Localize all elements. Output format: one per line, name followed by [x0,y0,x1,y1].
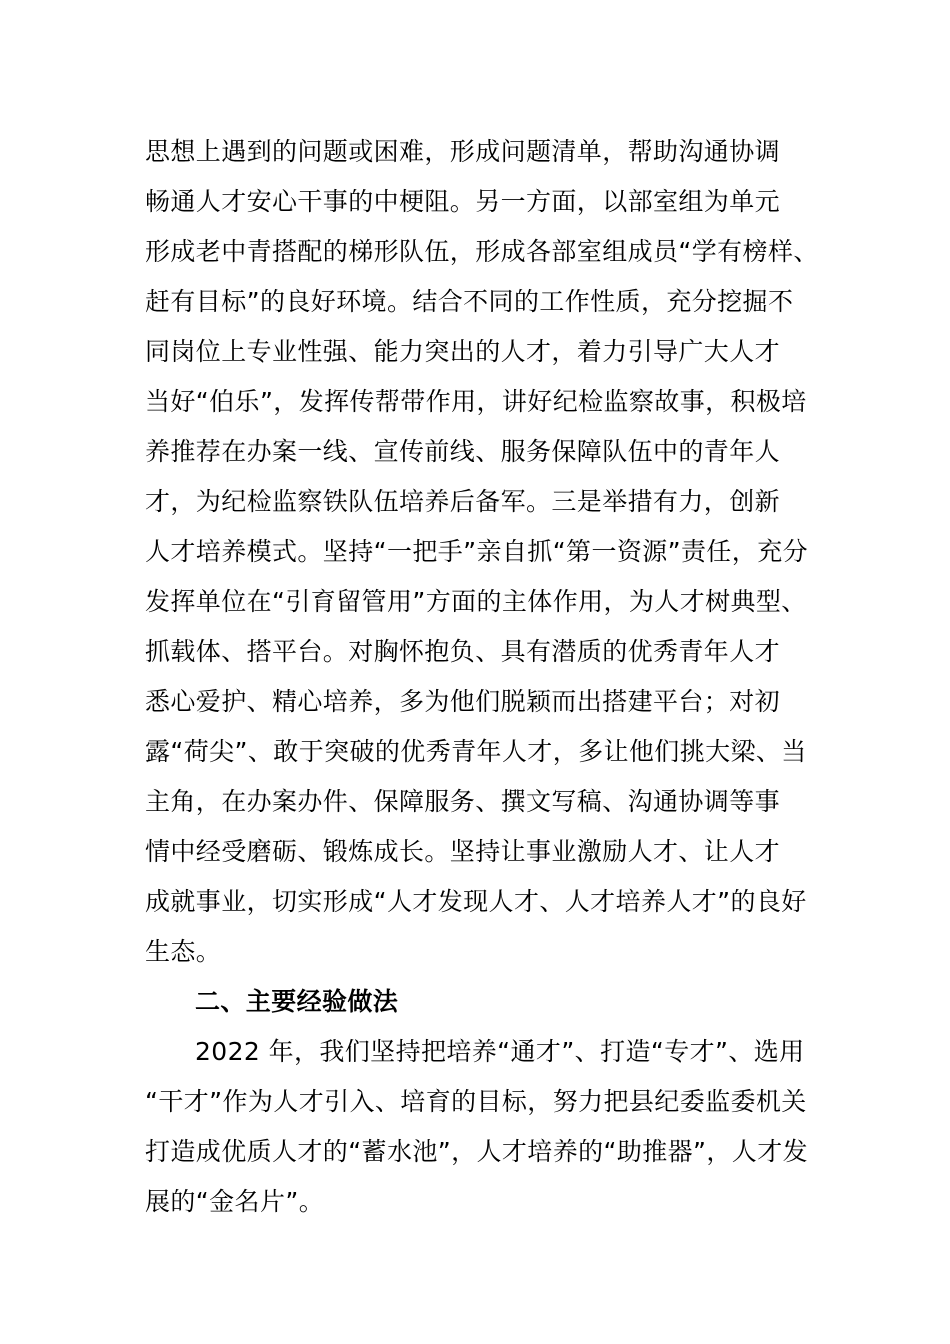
text-line: 同岗位上专业性强、能力突出的人才，着力引导广大人才 [145,337,781,366]
text-line: 赶有目标”的良好环境。结合不同的工作性质，充分挖掘不 [145,287,794,316]
text-line: 人才培养模式。坚持“一把手”亲自抓“第一资源”责任，充分 [145,537,809,566]
text-line: 形成老中青搭配的梯形队伍，形成各部室组成员“学有榜样、 [145,237,819,266]
text-line: 露“荷尖”、敢于突破的优秀青年人才，多让他们挑大梁、当 [145,737,807,766]
text-line: 2022 年，我们坚持把培养“通才”、打造“专才”、选用 [195,1037,805,1066]
paragraph [145,127,825,977]
text-line: 展的“金名片”。 [145,1187,325,1216]
text-line: 发挥单位在“引育留管用”方面的主体作用，为人才树典型、 [145,587,807,616]
text-line: “干才”作为人才引入、培育的目标，努力把县纪委监委机关 [145,1087,807,1116]
text-line: 畅通人才安心干事的中梗阻。另一方面，以部室组为单元 [145,187,781,216]
text-line: 思想上遇到的问题或困难，形成问题清单，帮助沟通协调 [145,137,781,166]
text-line: 抓载体、搭平台。对胸怀抱负、具有潜质的优秀青年人才 [145,637,781,666]
text-line: 当好“伯乐”，发挥传帮带作用，讲好纪检监察故事，积极培 [145,387,807,416]
text-line: 养推荐在办案一线、宣传前线、服务保障队伍中的青年人 [145,437,781,466]
text-line: 情中经受磨砺、锻炼成长。坚持让事业激励人才、让人才 [145,837,781,866]
text-line: 成就事业，切实形成“人才发现人才、人才培养人才”的良好 [145,887,807,916]
text-line: 生态。 [145,937,222,966]
text-line: 悉心爱护、精心培养，多为他们脱颖而出搭建平台；对初 [145,687,781,716]
text-line: 打造成优质人才的“蓄水池”，人才培养的“助推器”，人才发 [145,1137,809,1166]
paragraph [145,1027,825,1227]
text-line: 才，为纪检监察铁队伍培养后备军。三是举措有力，创新 [145,487,781,516]
section-heading: 二、主要经验做法 [195,987,399,1016]
text-line: 主角，在办案办件、保障服务、撰文写稿、沟通协调等事 [145,787,781,816]
document-body [145,127,825,1227]
